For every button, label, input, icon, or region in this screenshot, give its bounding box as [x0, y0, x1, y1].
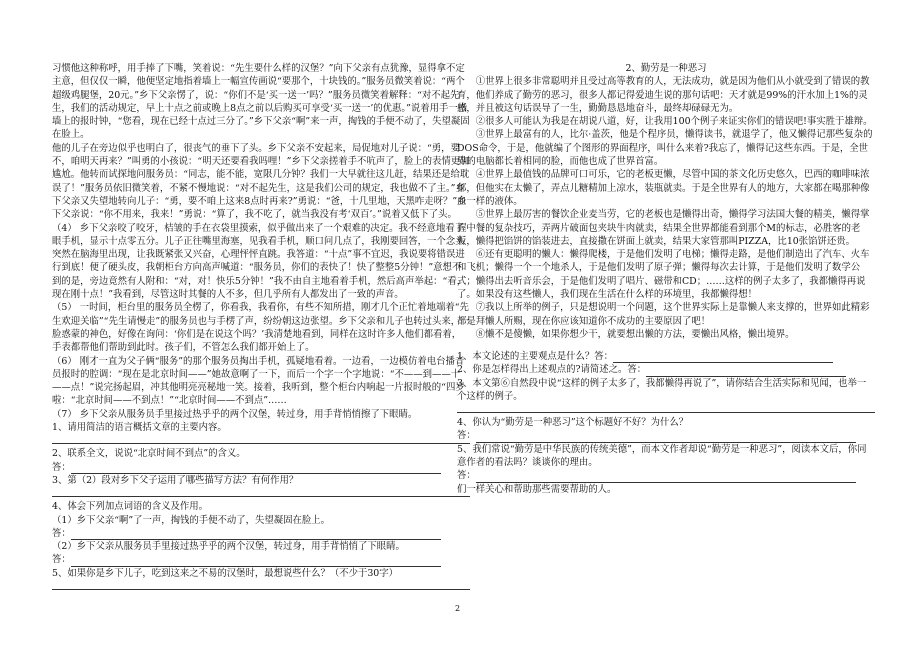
question-3: 3、本文第⑥自然段中说“这样的例子太多了，我都懒得再说了”，请你结合生活实际和见闻，也举一个这样的例子。 [457, 377, 867, 402]
essay-paragraph: ④世界上最值钱的品牌可口可乐，它的老板更懒，尽管中国的茶文化历史悠久，巴西的咖啡味浓郁，但他实在太懒了，弄点儿糖精加上凉水，装瓶就卖。于是全世界有人的地方，大家都在喝那种像血一样的液体。 [457, 169, 870, 207]
question-1: 1、本文论述的主要观点是什么？答： [457, 350, 875, 363]
essay-paragraph: ⑧懒不是傻懒，如果你想少干，就要想出懒的方法，要懒出风格，懒出境界。 [475, 328, 795, 340]
right-questions [457, 350, 875, 495]
essay-paragraph: ①世界上很多非常聪明并且受过高等教育的人，无法成功，就是因为他们从小就受到了错误的教育，他们养成了勤劳的恶习，很多人都记得爱迪生说的那句话吧：天才就是99%的汗水加上1%的灵感，并且被这句话误导了一生，勤勤恳恳地奋斗，最终却碌碌无为。 [457, 76, 870, 114]
question-4: 4、体会下列加点词语的含义及作用。 [52, 501, 208, 513]
question-2: 2、联系全文，说说“北京时间不到点”的含义。 [52, 448, 246, 460]
essay-paragraph: ③世界上最富有的人，比尔·盖茨，他是个程序员，懒得读书，就退学了，他又懒得记那些复杂的DOS命令，于是，他就编了个图形的界面程序，叫什么来着?我忘了，懒得记这些东西。于是，全世界的电脑都长着相同的脸，而他也成了世界首富。 [457, 129, 873, 168]
closing-line: 们一样关心和帮助那些需要帮助的人。 [457, 483, 617, 495]
question-5: 5、如果你是乡下儿子，吃到这来之不易的汉堡时，最想说些什么？（不少于30字） [52, 567, 399, 579]
story-paragraph: （5） 一时间，柜台里的服务员全楞了，你看我，我看你，有些不知所措，刚才几个正忙着地端着“先生欢迎关临”“先生请慢走”的服务员也与手楞了声，纷纷朝这边张望。乡下父亲和儿子也转过头来，一脸惑蒙的神色，好像在询问：‘你们是在说这个吗？’我清楚地看到，同样在这时许多人他们都看着，手表都帮他们帮助到此时。孩子们，不管怎么我们都开始上了。 [52, 302, 470, 354]
essay-paragraph: ⑤世界上最厉害的餐饮企业麦当劳，它的老板也是懒得出奇，懒得学习法国大餐的精美，懒得掌握中餐的复杂技巧，弄两片破面包夹块牛肉就卖，结果全世界都能看到那个M的标志，必胜客的老板，懒得把馅饼的馅装进去，直接撒在饼面上就卖，结果大家管那叫PIZZA，比10张馅饼还贵。 [457, 209, 870, 247]
story-paragraph: （6） 刚才一直为父子俩“服务”的那个服务员掏出手机，孤疑地看着。一边看，一边模仿着电台播音员报时的腔调：“现在是北京时间——”她故意啊了一下，而后一个字一个字地说：“不——到——十——点！”说完扬起眉，冲其他明亮亮秘地一笑。接着，我听到，整个柜台内响起一片报时般的“四岁啦：“北京时间——不到点！”“北京时间——不到点”…… [52, 355, 465, 407]
story-paragraph: （4） 乡下父亲咬了咬牙，桔皱的手在衣袋里摸索，似乎做出来了一个艰难的决定。我不经意地看了眼手机，显示十点零五分。儿子正往嘴里海塞，见我看手机，顺口问几点了，我刚要回答，一个念头突然在脑海里出现，让我既紧张又兴奋，心理怦怦直跳。我答道：“十点”事不宜迟，我说要将错误进行到底！便了硬头皮，我朝柜台方向高声喊道：“服务员，你们的表快了！快了整整5分钟！”意想不到的是，旁边竟然有人附和：“对，对！快乐5分钟！”我不由自主地看着手机，然后高声举起：“看，现在刚十点！”我看到，尽管这时其餐的人不多，但几乎所有人都发出了一致的声音。 [52, 222, 467, 301]
essay-paragraph: ⑥还有更聪明的懒人：懒得爬楼，于是他们发明了电梯；懒得走路，是他们制造出了汽车、火车和飞机；懒得一个一个地杀人，于是他们发明了原子弹；懒得每次去计算，于是他们发明了数学公式；懒得出去听音乐会，于是他们发明了唱片、磁带和CD；……这样的例子太多了，我都懒得再说了。如果没有这些懒人，我们现在生活在什么样的环境里，我都懒得想！ [457, 249, 870, 301]
section-title: 2、勤劳是一种恶习 [625, 63, 707, 74]
question-4-1: （1）乡下父亲“啊”了一声，掏钱的手便不动了，失望凝固在脸上。 [52, 514, 331, 526]
essay-paragraph: ②很多人可能认为我是在胡说八道，好，让我用100个例子来证实你们的错误吧!事实胜于雄辩。 [475, 116, 873, 128]
essay-paragraph: ⑦我以上所举的例子，只是想说明一个问题，这个世界实际上是靠懒人来支撑的，世界如此精彩都是拜懒人所赐，现在你应该知道你不成功的主要原因了吧！ [457, 302, 870, 327]
question-3: 3、第（2）段对乡下父子运用了哪些描写方法？有何作用？ [52, 474, 299, 486]
question-4-2: （2）乡下父亲从服务员手里接过热乎乎的两个汉堡，转过身，用手背悄悄了下眼睛。 [52, 541, 405, 553]
story-paragraph: 他的儿子在旁边似乎也明白了，很丧气的垂下了头。乡下父亲不安起来，局促地对儿子说：“勇，要不，咱明天再来？”叫勇的小孩说：“明天还要看我吗哩！”乡下父亲搓着手不吭声了，脸上的表情更加尴尬。他转而试探地问服务员：“同志，能不能，宽限几分钟？我们一大早就往这儿赶，结果还是给耽误了！”服务员依旧微笑着，不紧不慢地说：“对不起先生，这是我们公司的规定，我也做不了主。”乡下父亲又失望地转向儿子：“勇，要不咱上这来8点时再来?”勇说：“爸，十几里地，天黑咋走呀？”乡下父亲说：“你不用来，我来！”勇说：“算了，我不吃了，就当我没有考‘双百’。”说着又低下了头。 [52, 142, 470, 221]
answer-label: 答： [52, 554, 71, 566]
answer-label: 答： [457, 470, 476, 482]
story-paragraph: 习惯他这种称呼，用手捧了下嘴，笑着说：“先生要什么样的汉堡？”向下父亲有点犹豫，显得拿不定主意，但仅仅一瞬，他便坚定地指着墙上一幅宣传画说“要那个，十块钱的。”服务员微笑着说：“两个超级鸡腿堡，20元。”乡下父亲愣了，说：“你们不是‘买一送一’吗？”服务员微笑着解释：“对不起先生，我们的活动规定，早上十点之前或晚上8点之前以后购买可享受‘买一送一’的优惠。”说着用手一指墙上的报时钟，“您看，现在已经十点过三分了。”乡下父亲“啊”来一声，掏钱的手便不动了，失望凝固在脸上。 [52, 63, 470, 141]
question-4: 4、你认为“勤劳是一种恶习”这个标题好不好？为什么？ [457, 417, 689, 429]
answer-line[interactable] [52, 434, 470, 444]
left-column [52, 62, 470, 622]
question-5: 5、我们常说“勤劳是中华民族的传统美德”，而本文作者却说“勤劳是一种恶习”，阅读本文后，你同意作者的看法吗？谈谈你的理由。 [457, 443, 867, 469]
answer-line[interactable] [52, 580, 470, 590]
page-number: 2 [455, 604, 461, 613]
answer-label: 答： [457, 430, 476, 442]
answer-line[interactable] [457, 403, 875, 413]
answer-line[interactable] [52, 487, 470, 497]
question-2: 2、你是怎样得出上述观点的?请简述之。答： [457, 363, 875, 376]
answer-label: 答： [52, 527, 71, 539]
question-1: 1、请用简洁的语言概括文章的主要内容。 [52, 422, 227, 434]
answer-label: 答： [52, 461, 71, 473]
story-paragraph: （7） 乡下父亲从服务员手里接过热乎乎的两个汉堡，转过身，用手背悄悄擦了下眼睛。 [52, 408, 418, 420]
